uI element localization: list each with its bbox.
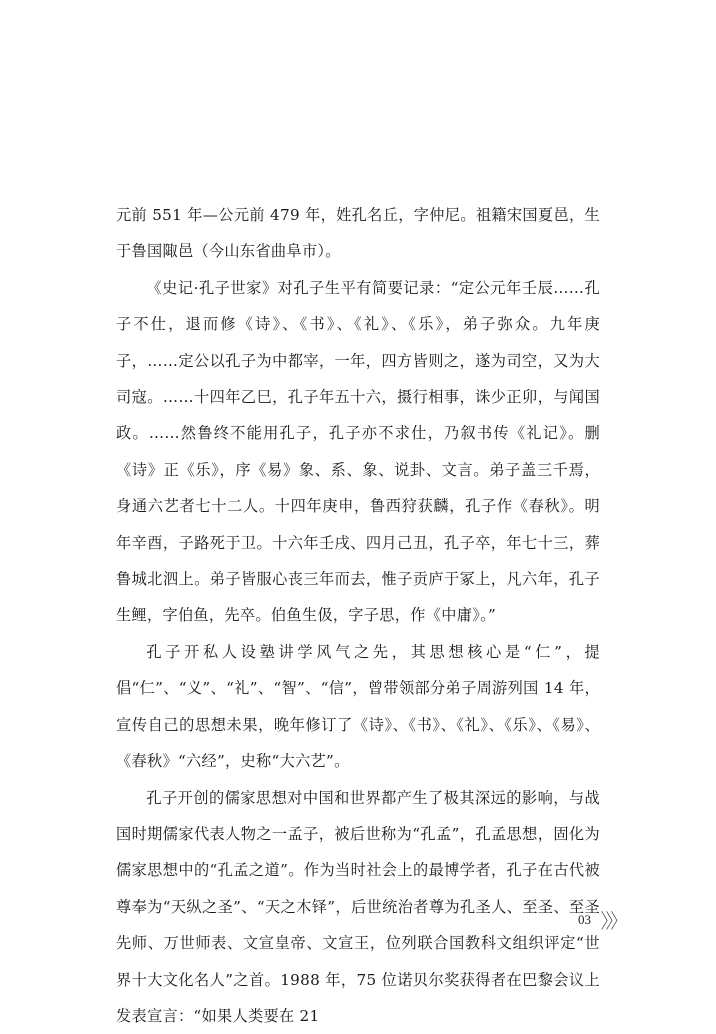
paragraph-4: 孔子开创的儒家思想对中国和世界都产生了极其深远的影响，与战国时期儒家代表人物之一孟子，被后世称为“孔孟”，孔孟思想，固化为儒家思想中的“孔孟之道”。作为当时社会上的最博学者，孔子在古代被尊奉为“天纵之圣”、“天之木铎”，后世统治者尊为孔圣人、至圣、至圣先师、万世师表、文宣皇帝、文宣王，位列联合国教科文组织评定“世界十大文化名人”之首。1988 年，75 位诺贝尔奖获得者在巴黎会议上发表宣言：“如果人类要在 21 (116, 780, 600, 1034)
paragraph-3: 孔子开私人设塾讲学风气之先，其思想核心是“仁”，提倡“仁”、“义”、“礼”、“智”、“信”，曾带领部分弟子周游列国 14 年，宣传自己的思想未果，晚年修订了《诗》、《书》、《礼》、《乐》、《易》、《春秋》“六经”，史称“大六艺”。 (116, 634, 600, 780)
page-number: 03 (578, 912, 591, 928)
body-text (116, 197, 600, 1034)
paragraph-2: 《史记·孔子世家》对孔子生平有简要记录：“定公元年壬辰……孔子不仕，退而修《诗》、《书》、《礼》、《乐》，弟子弥众。九年庚子，……定公以孔子为中都宰，一年，四方皆则之，遂为司空，又为大司寇。……十四年乙巳，孔子年五十六，摄行相事，诛少正卯，与闻国政。……然鲁终不能用孔子，孔子亦不求仕，乃叙书传《礼记》。删《诗》正《乐》，序《易》象、系、象、说卦、文言。弟子盖三千焉，身通六艺者七十二人。十四年庚申，鲁西狩获麟，孔子作《春秋》。明年辛酉，子路死于卫。十六年壬戌、四月己丑，孔子卒，年七十三，葬鲁城北泗上。弟子皆服心丧三年而去，惟子贡庐于冢上，凡六年，孔子生鲤，字伯鱼，先卒。伯鱼生伋，字子思，作《中庸》。” (116, 270, 600, 634)
chevron-right-icon: 〉〉〉 (601, 905, 623, 934)
page-footer (578, 905, 632, 934)
paragraph-1: 元前 551 年—公元前 479 年，姓孔名丘，字仲尼。祖籍宋国夏邑，生于鲁国陬邑（今山东省曲阜市）。 (116, 197, 600, 270)
